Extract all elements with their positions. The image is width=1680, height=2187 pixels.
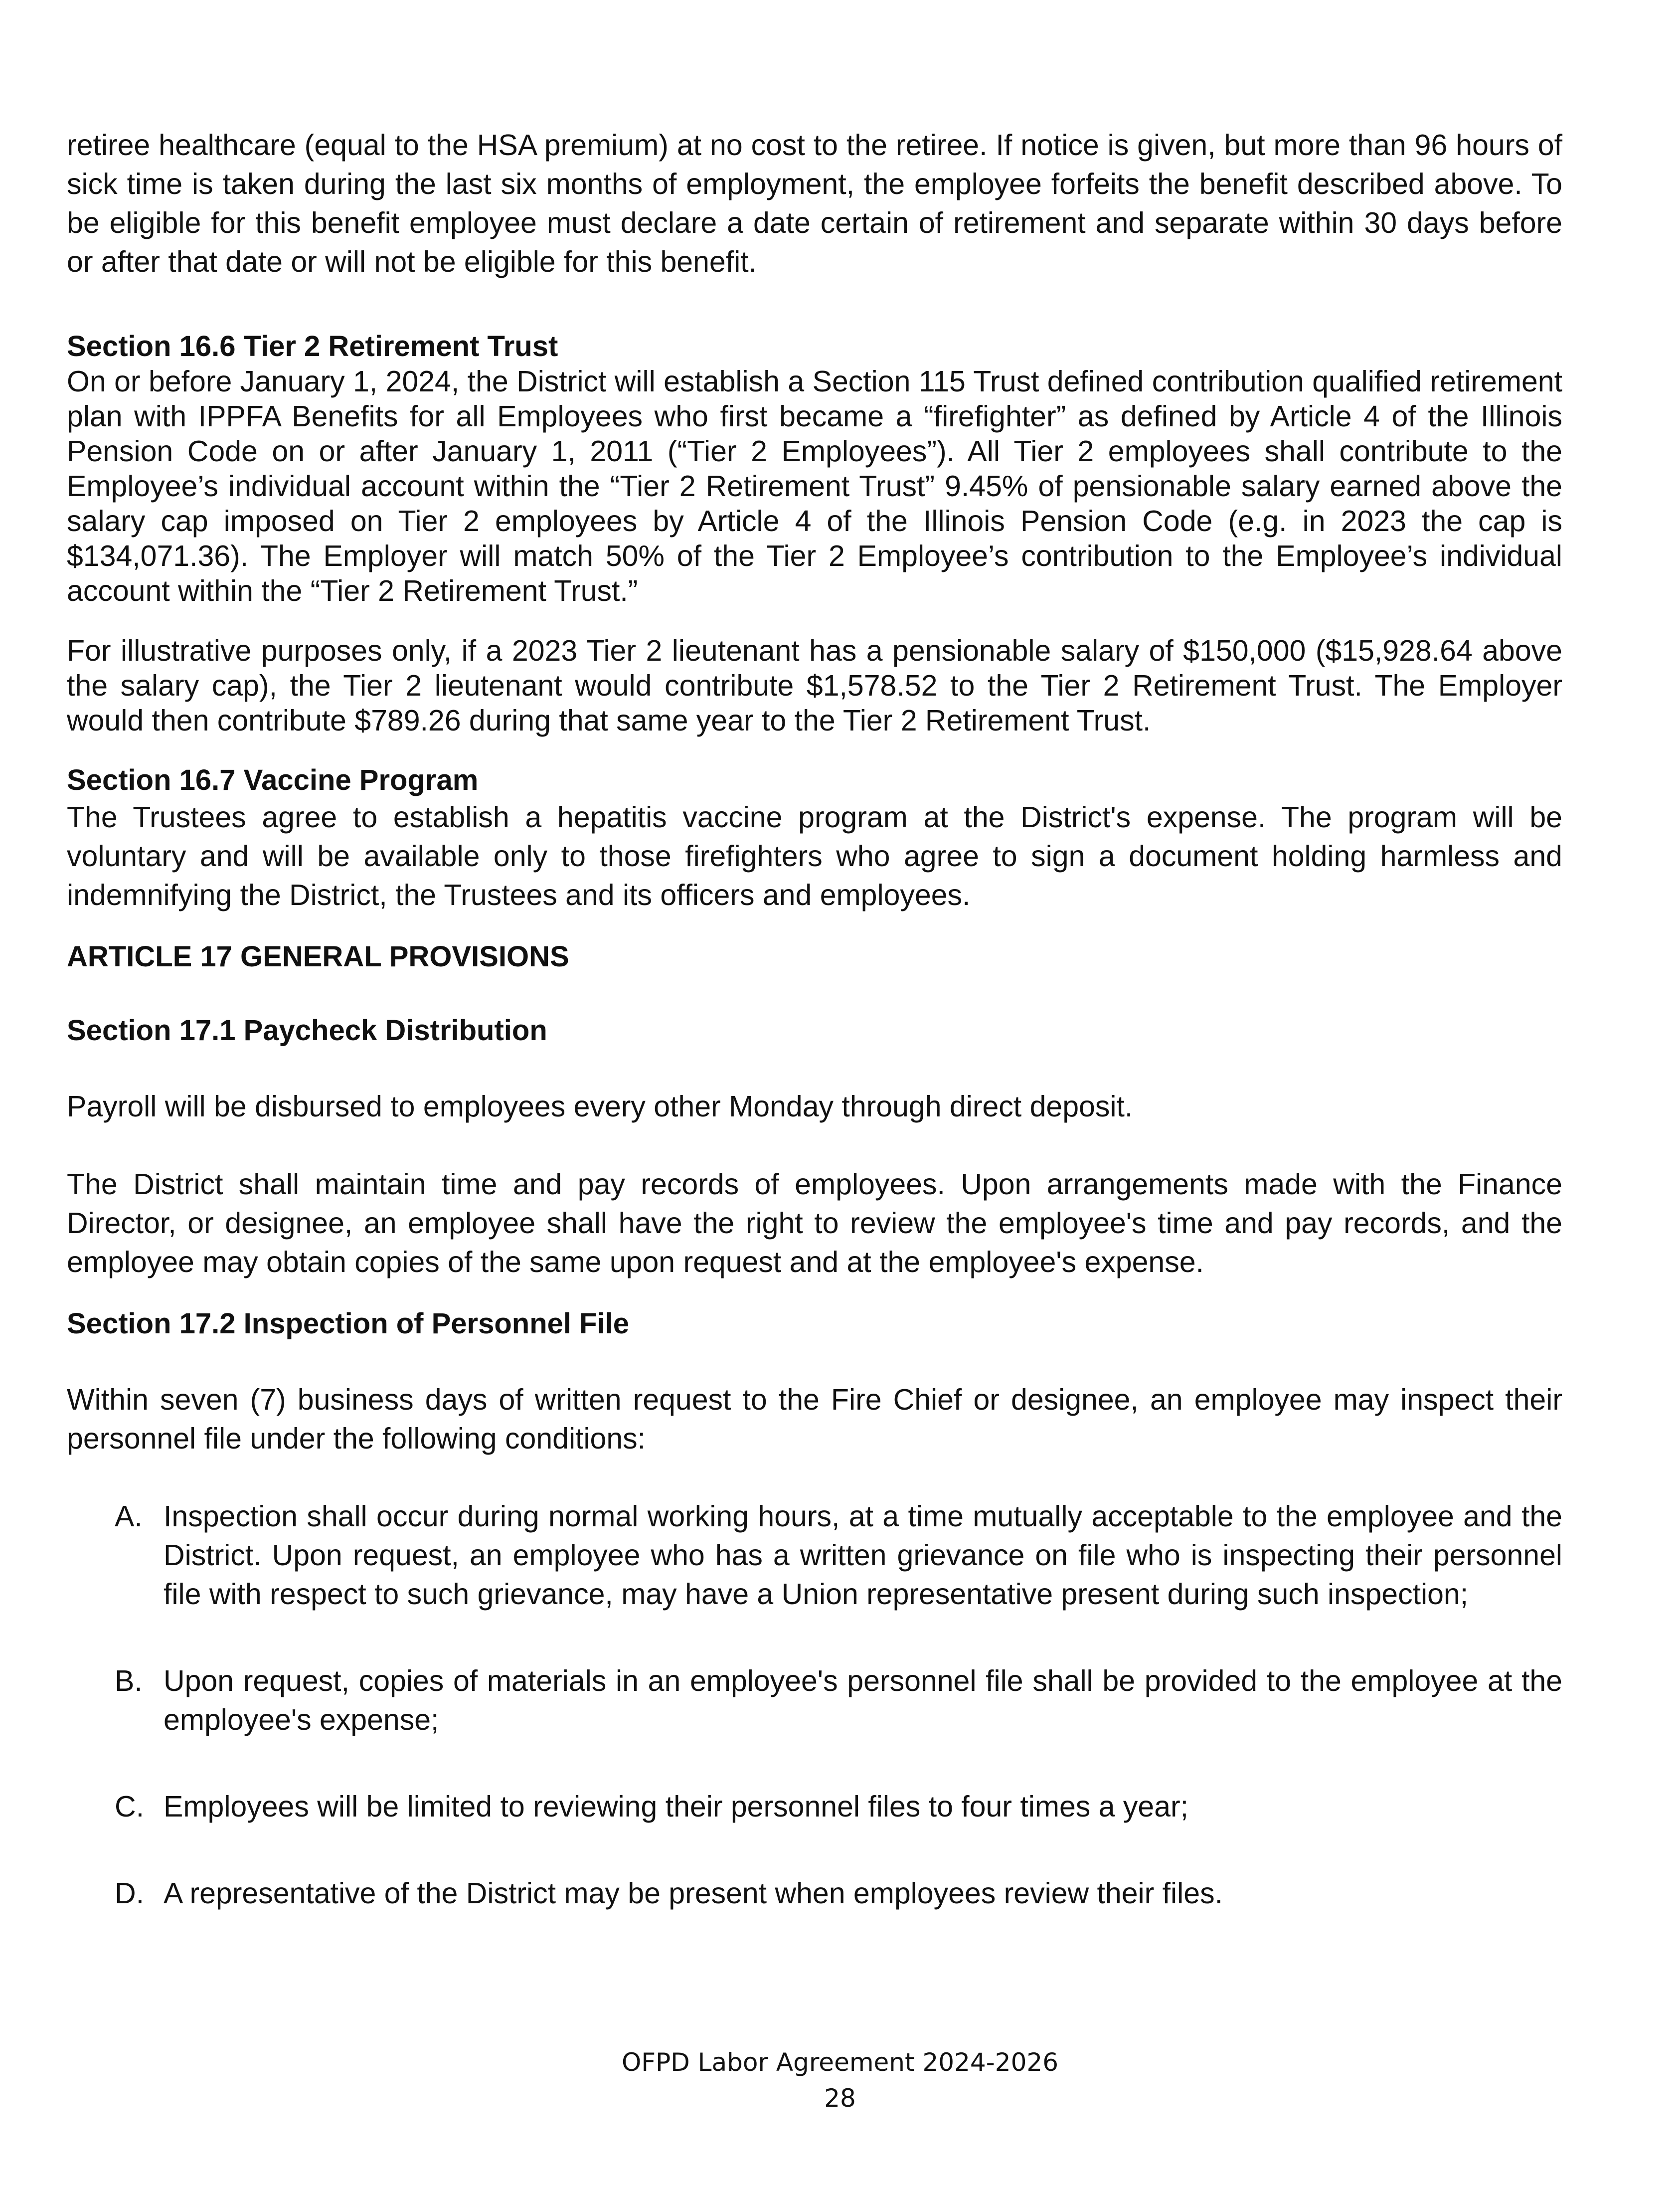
list-marker: A. (115, 1500, 143, 1533)
section-17-1-heading: Section 17.1 Paycheck Distribution (67, 1014, 547, 1047)
section-16-7-paragraph: The Trustees agree to establish a hepatitis vaccine program at the District's expense. The program will be voluntary and will be available only to those firefighters who agree to sign a document holding harmless and indemnifying the District, the Trustees and its officers and employees. (67, 801, 1562, 911)
list-item-text: Inspection shall occur during normal working hours, at a time mutually acceptable to the employee and the District. Upon request, an employee who has a written grievance on file who is inspecting their personnel file with respect to such grievance, may have a Union representative present during such inspection; (164, 1500, 1562, 1611)
section-17-2-paragraph: Within seven (7) business days of written request to the Fire Chief or designee, an employee may inspect their personnel file under the following conditions: (67, 1383, 1562, 1455)
list-marker: C. (115, 1790, 144, 1823)
list-marker: B. (115, 1664, 143, 1697)
list-item (115, 1661, 1562, 1739)
section-16-7 (67, 763, 1562, 914)
section-16-7-heading: Section 16.7 Vaccine Program (67, 764, 479, 796)
section-17-1-paragraph-1: Payroll will be disbursed to employees every other Monday through direct deposit. (67, 1090, 1133, 1123)
page-footer (0, 2044, 1680, 2116)
section-17-1 (67, 1013, 1562, 1281)
list-item-text: Employees will be limited to reviewing their personnel files to four times a year; (164, 1790, 1189, 1823)
list-item (115, 1874, 1562, 1913)
section-16-6-paragraph-1: On or before January 1, 2024, the District will establish a Section 115 Trust defined contribution qualified retirement plan with IPPFA Benefits for all Employees who first became a “firefighter” as defined by Article 4 of the Illinois Pension Code on or after January 1, 2011 (“Tier 2 Employees”). All Tier 2 employees shall contribute to the Employee’s individual account within the “Tier 2 Retirement Trust” 9.45% of pensionable salary earned above the salary cap imposed on Tier 2 employees by Article 4 of the Illinois Pension Code (e.g. in 2023 the cap is $134,071.36). The Employer will match 50% of the Tier 2 Employee’s contribution to the Employee’s individual account within the “Tier 2 Retirement Trust.” (67, 365, 1562, 607)
section-17-2 (67, 1306, 1562, 1913)
page-number: 28 (824, 2084, 856, 2113)
inspection-conditions-list (67, 1497, 1562, 1913)
list-item (115, 1787, 1562, 1826)
section-16-6-paragraph-2: For illustrative purposes only, if a 2023 Tier 2 lieutenant has a pensionable salary of $150,000 ($15,928.64 above the salary cap), the Tier 2 lieutenant would contribute $1,578.52 to the Tier 2 Retirement Trust. The Employer would then contribute $789.26 during that same year to the Tier 2 Retirement Trust. (67, 634, 1562, 737)
footer-title: OFPD Labor Agreement 2024-2026 (621, 2048, 1059, 2077)
section-16-6 (67, 329, 1562, 738)
intro-paragraph: retiree healthcare (equal to the HSA premium) at no cost to the retiree. If notice is given, but more than 96 hours of sick time is taken during the last six months of employment, the employee forfeits the benefit described above. To be eligible for this benefit employee must declare a date certain of retirement and separate within 30 days before or after that date or will not be eligible for this benefit. (67, 129, 1562, 278)
list-item-text: Upon request, copies of materials in an employee's personnel file shall be provided to the employee at the employee's expense; (164, 1664, 1562, 1736)
document-page (67, 126, 1562, 1913)
list-item (115, 1497, 1562, 1614)
section-16-6-heading: Section 16.6 Tier 2 Retirement Trust (67, 330, 558, 363)
section-17-1-paragraph-2: The District shall maintain time and pay records of employees. Upon arrangements made with the Finance Director, or designee, an employee shall have the right to review the employee's time and pay records, and the employee may obtain copies of the same upon request and at the employee's expense. (67, 1168, 1562, 1278)
section-17-2-heading: Section 17.2 Inspection of Personnel File (67, 1307, 630, 1340)
list-marker: D. (115, 1877, 144, 1910)
article-17-heading: ARTICLE 17 GENERAL PROVISIONS (67, 940, 569, 973)
list-item-text: A representative of the District may be present when employees review their files. (164, 1877, 1223, 1910)
